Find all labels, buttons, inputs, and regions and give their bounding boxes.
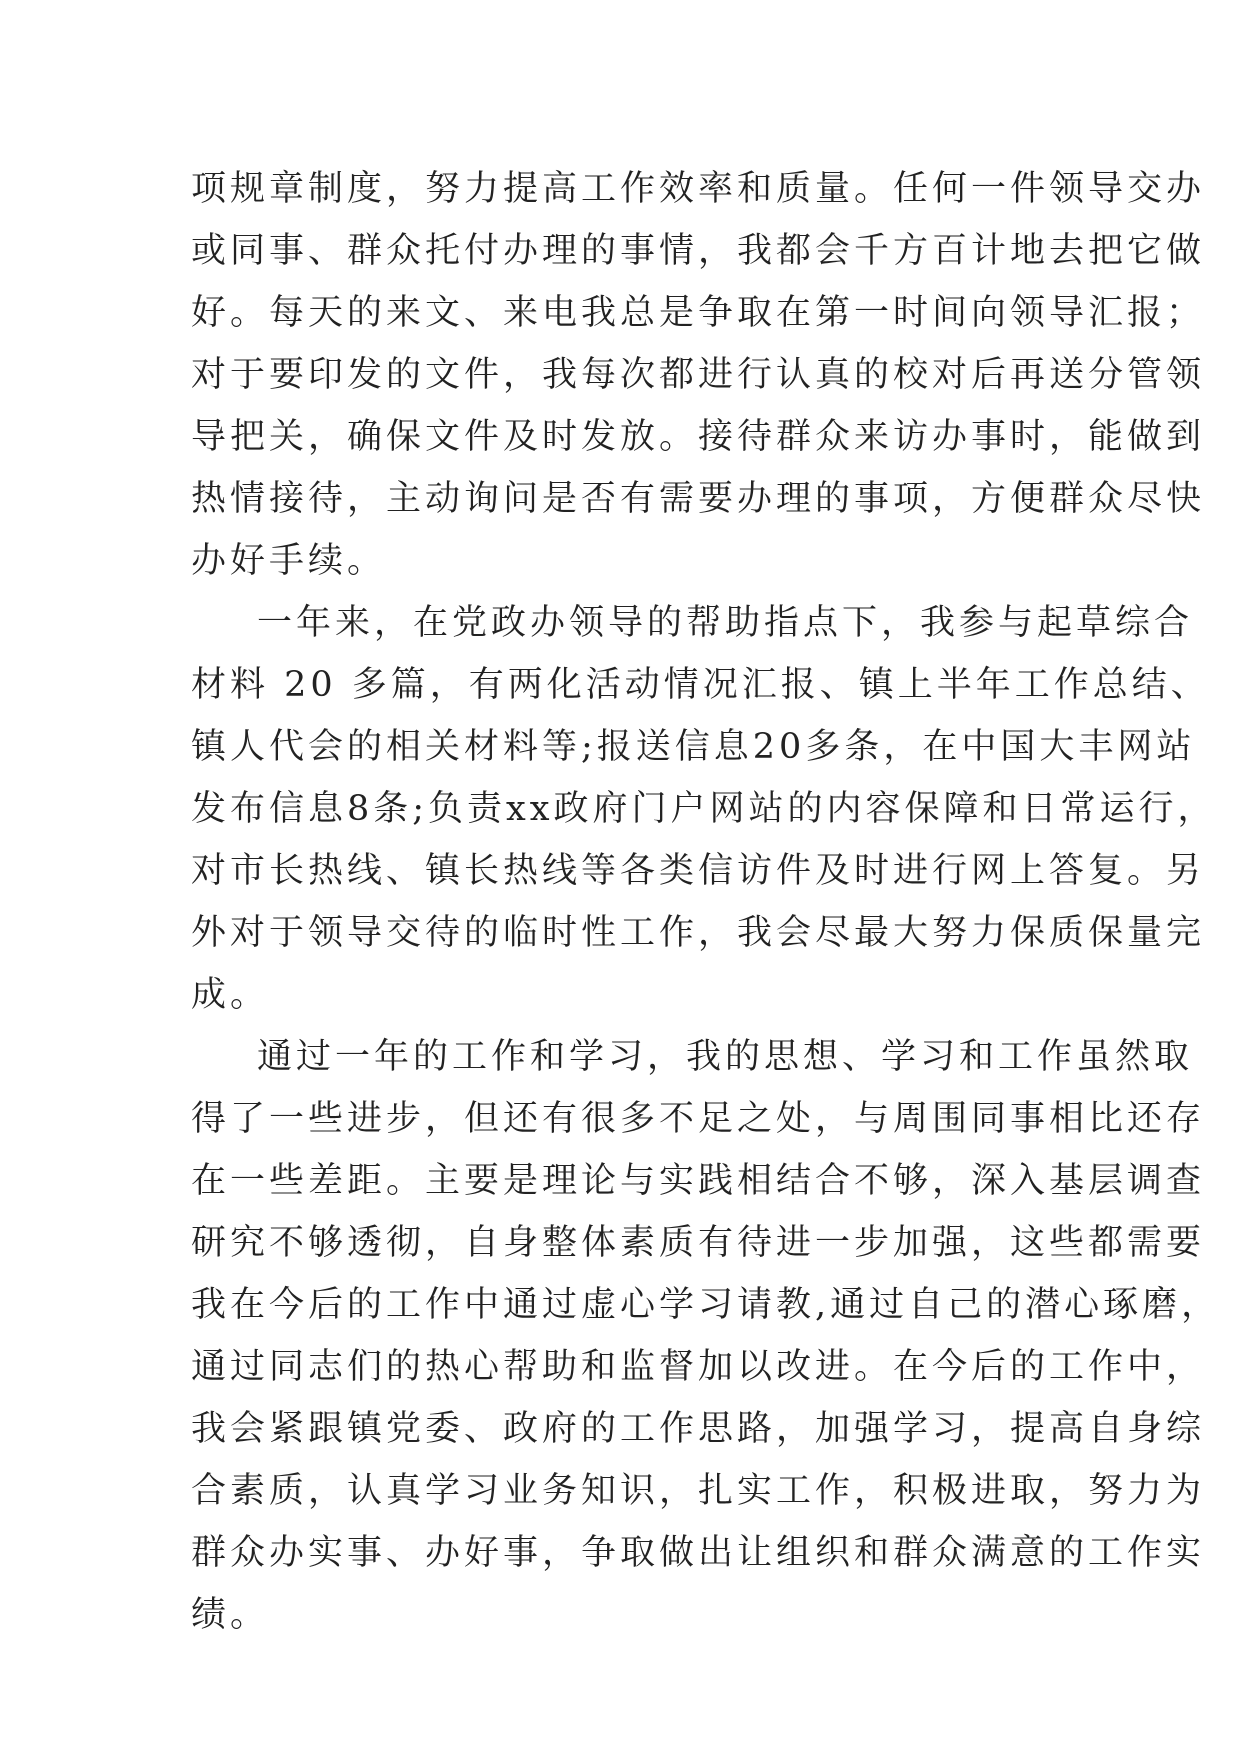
text-line: 好。每天的来文、来电我总是争取在第一时间向领导汇报； bbox=[191, 293, 1206, 333]
text-line: 得了一些进步，但还有很多不足之处，与周围同事相比还存 bbox=[191, 1099, 1206, 1139]
text-line: 办好手续。 bbox=[191, 541, 387, 581]
text-line: 我会紧跟镇党委、政府的工作思路，加强学习，提高自身综 bbox=[191, 1409, 1206, 1449]
text-line: 或同事、群众托付办理的事情，我都会千方百计地去把它做 bbox=[191, 231, 1206, 271]
text-line: 在一些差距。主要是理论与实践相结合不够，深入基层调查 bbox=[191, 1161, 1206, 1201]
text-line: 对于要印发的文件，我每次都进行认真的校对后再送分管领 bbox=[191, 355, 1206, 395]
text-line: 发布信息8条;负责xx政府门户网站的内容保障和日常运行， bbox=[191, 789, 1217, 829]
text-line: 一年来，在党政办领导的帮助指点下，我参与起草综合 bbox=[257, 603, 1194, 643]
text-line: 外对于领导交待的临时性工作，我会尽最大努力保质保量完 bbox=[191, 913, 1206, 953]
text-line: 我在今后的工作中通过虚心学习请教,通过自己的潜心琢磨， bbox=[191, 1285, 1221, 1325]
text-line: 通过同志们的热心帮助和监督加以改进。在今后的工作中， bbox=[191, 1347, 1206, 1387]
text-line: 镇人代会的相关材料等;报送信息20多条，在中国大丰网站 bbox=[191, 727, 1196, 767]
text-line: 项规章制度，努力提高工作效率和质量。任何一件领导交办 bbox=[191, 169, 1206, 209]
document-body bbox=[191, 158, 1221, 1646]
text-line: 研究不够透彻，自身整体素质有待进一步加强，这些都需要 bbox=[191, 1223, 1206, 1263]
text-line: 绩。 bbox=[191, 1595, 270, 1635]
paragraph bbox=[191, 1026, 1221, 1646]
text-line: 合素质，认真学习业务知识，扎实工作，积极进取，努力为 bbox=[191, 1471, 1206, 1511]
text-line: 群众办实事、办好事，争取做出让组织和群众满意的工作实 bbox=[191, 1533, 1206, 1573]
text-line: 热情接待，主动询问是否有需要办理的事项，方便群众尽快 bbox=[191, 479, 1206, 519]
text-line: 成。 bbox=[191, 975, 270, 1015]
text-line: 对市长热线、镇长热线等各类信访件及时进行网上答复。另 bbox=[191, 851, 1206, 891]
paragraph bbox=[191, 592, 1217, 1026]
text-line: 材料 20 多篇，有两化活动情况汇报、镇上半年工作总结、 bbox=[191, 665, 1210, 705]
paragraph bbox=[191, 158, 1206, 592]
text-line: 通过一年的工作和学习，我的思想、学习和工作虽然取 bbox=[257, 1037, 1194, 1077]
text-line: 导把关，确保文件及时发放。接待群众来访办事时，能做到 bbox=[191, 417, 1206, 457]
